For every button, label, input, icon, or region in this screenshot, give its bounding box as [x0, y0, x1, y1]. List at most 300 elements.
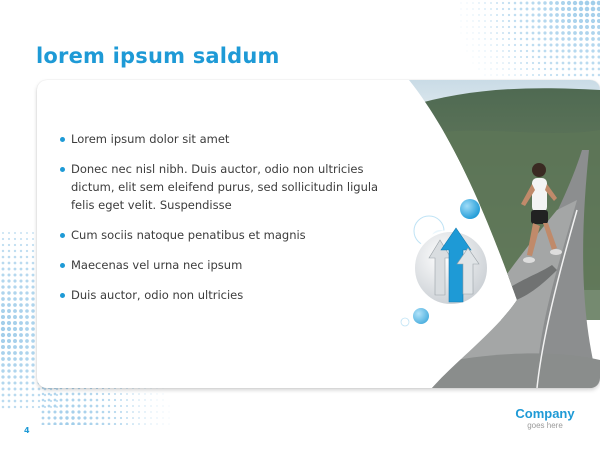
- decorative-dot: [514, 44, 516, 46]
- decorative-dot: [114, 417, 116, 419]
- decorative-dot: [502, 56, 504, 58]
- decorative-dot: [1, 369, 4, 372]
- decorative-dot: [520, 44, 522, 46]
- decorative-dot: [537, 25, 540, 28]
- decorative-dot: [561, 43, 564, 46]
- decorative-dot: [2, 244, 4, 246]
- decorative-dot: [556, 50, 559, 53]
- decorative-dot: [19, 333, 23, 337]
- decorative-dot: [520, 74, 522, 76]
- decorative-dot: [543, 25, 546, 28]
- decorative-dot: [31, 285, 34, 288]
- decorative-dot: [2, 388, 5, 391]
- decorative-dot: [48, 417, 51, 420]
- decorative-dot: [25, 333, 29, 337]
- decorative-dot: [568, 74, 570, 76]
- decorative-dot: [496, 62, 497, 63]
- decorative-dot: [13, 363, 16, 366]
- decorative-dot: [126, 405, 128, 407]
- decorative-dot: [13, 357, 17, 361]
- decorative-dot: [532, 44, 535, 47]
- decorative-dot: [90, 411, 93, 414]
- decorative-dot: [102, 411, 105, 414]
- decorative-dot: [65, 416, 68, 419]
- decorative-dot: [65, 422, 69, 425]
- decorative-dot: [19, 327, 23, 331]
- decorative-dot: [502, 26, 504, 28]
- decorative-dot: [77, 404, 80, 407]
- decorative-dot: [461, 33, 462, 34]
- decorative-dot: [65, 410, 68, 413]
- decorative-dot: [556, 62, 559, 65]
- decorative-dot: [526, 56, 528, 58]
- decorative-dot: [169, 412, 170, 413]
- decorative-dot: [467, 39, 468, 40]
- decorative-dot: [120, 393, 122, 395]
- decorative-dot: [65, 404, 68, 407]
- decorative-dot: [555, 31, 558, 34]
- decorative-dot: [1, 363, 5, 367]
- decorative-dot: [543, 7, 546, 10]
- decorative-dot: [526, 20, 529, 23]
- decorative-dot: [561, 37, 564, 40]
- decorative-dot: [502, 68, 503, 69]
- decorative-dot: [31, 327, 35, 331]
- decorative-dot: [472, 38, 473, 39]
- decorative-dot: [508, 68, 510, 70]
- decorative-dot: [591, 37, 595, 41]
- decorative-dot: [537, 13, 540, 16]
- decorative-dot: [526, 26, 529, 29]
- decorative-dot: [1, 345, 5, 349]
- decorative-dot: [514, 14, 517, 17]
- decorative-dot: [42, 399, 45, 402]
- decorative-dot: [550, 50, 553, 53]
- decorative-dot: [561, 31, 565, 35]
- decorative-dot: [478, 14, 479, 15]
- decorative-dot: [561, 19, 565, 23]
- decorative-dot: [478, 26, 479, 27]
- decorative-dot: [120, 417, 122, 419]
- decorative-dot: [20, 238, 22, 240]
- decorative-dot: [144, 411, 145, 412]
- decorative-dot: [120, 423, 122, 425]
- decorative-dot: [7, 297, 11, 301]
- decorative-dot: [26, 244, 28, 246]
- decorative-dot: [556, 56, 559, 59]
- decorative-dot: [156, 423, 157, 424]
- decorative-dot: [490, 8, 492, 10]
- decorative-dot: [132, 399, 134, 401]
- decorative-dot: [555, 7, 559, 11]
- bullet-dot-icon: [60, 167, 65, 172]
- decorative-dot: [496, 44, 498, 46]
- decorative-dot: [484, 26, 486, 28]
- decorative-dot: [543, 13, 546, 16]
- decorative-dot: [78, 399, 81, 402]
- decorative-dot: [544, 56, 547, 59]
- decorative-dot: [472, 20, 473, 21]
- decorative-dot: [544, 44, 547, 47]
- decorative-dot: [573, 31, 577, 35]
- decorative-dot: [66, 399, 69, 402]
- decorative-dot: [96, 417, 99, 420]
- decorative-dot: [562, 56, 565, 59]
- decorative-dot: [96, 405, 99, 408]
- decorative-dot: [467, 51, 468, 52]
- decorative-dot: [526, 38, 529, 41]
- decorative-dot: [26, 382, 29, 385]
- decorative-dot: [25, 375, 28, 378]
- decorative-dot: [25, 351, 29, 355]
- decorative-dot: [562, 62, 565, 65]
- bullet-dot-icon: [60, 263, 65, 268]
- decorative-dot: [538, 68, 540, 70]
- decorative-dot: [579, 43, 582, 46]
- decorative-dot: [83, 416, 86, 419]
- decorative-dot: [490, 20, 492, 22]
- decorative-dot: [53, 410, 56, 413]
- decorative-dot: [549, 37, 552, 40]
- decorative-dot: [90, 393, 93, 396]
- decorative-dot: [114, 399, 116, 401]
- decorative-dot: [568, 56, 571, 59]
- decorative-dot: [14, 394, 17, 397]
- decorative-dot: [126, 411, 128, 413]
- decorative-dot: [520, 20, 523, 23]
- decorative-dot: [567, 7, 571, 11]
- decorative-dot: [25, 279, 28, 282]
- decorative-dot: [78, 393, 81, 396]
- decorative-dot: [108, 393, 110, 395]
- decorative-dot: [508, 8, 510, 10]
- decorative-dot: [8, 244, 10, 246]
- decorative-dot: [567, 31, 571, 35]
- decorative-dot: [543, 31, 546, 34]
- decorative-dot: [19, 291, 22, 294]
- decorative-dot: [461, 21, 462, 22]
- decorative-dot: [156, 393, 157, 394]
- bullet-dot-icon: [60, 293, 65, 298]
- decorative-dot: [77, 416, 80, 419]
- decorative-dot: [83, 410, 86, 413]
- decorative-dot: [144, 417, 146, 419]
- decorative-dot: [579, 13, 583, 17]
- decorative-dot: [508, 14, 510, 16]
- decorative-dot: [163, 394, 164, 395]
- decorative-dot: [520, 26, 523, 29]
- decorative-dot: [556, 68, 559, 71]
- decorative-dot: [585, 1, 590, 6]
- bullet-item: Duis auctor, odio non ultricies: [60, 286, 390, 304]
- decorative-dot: [531, 7, 534, 10]
- decorative-dot: [20, 268, 23, 271]
- decorative-dot: [2, 394, 5, 397]
- decorative-dot: [496, 2, 498, 4]
- decorative-dot: [490, 50, 491, 51]
- decorative-dot: [526, 74, 528, 76]
- decorative-dot: [549, 25, 552, 28]
- decorative-dot: [514, 74, 516, 76]
- decorative-dot: [561, 1, 565, 5]
- decorative-dot: [7, 363, 11, 367]
- decorative-dot: [508, 56, 510, 58]
- decorative-dot: [32, 382, 35, 385]
- decorative-dot: [26, 256, 28, 258]
- decorative-dot: [59, 410, 62, 413]
- decorative-dot: [25, 315, 29, 319]
- decorative-dot: [585, 31, 589, 35]
- decorative-dot: [144, 423, 146, 425]
- decorative-dot: [138, 411, 140, 413]
- decorative-dot: [26, 394, 29, 397]
- decorative-dot: [502, 20, 504, 22]
- decorative-dot: [496, 68, 497, 69]
- decorative-dot: [132, 405, 134, 407]
- decorative-dot: [13, 351, 17, 355]
- decorative-dot: [543, 1, 546, 4]
- decorative-dot: [72, 399, 75, 402]
- decorative-dot: [484, 20, 486, 22]
- decorative-dot: [592, 74, 595, 77]
- decorative-dot: [508, 32, 510, 34]
- decorative-dot: [2, 262, 5, 265]
- decorative-dot: [514, 32, 516, 34]
- decorative-dot: [7, 291, 10, 294]
- decorative-dot: [19, 351, 23, 355]
- decorative-dot: [531, 13, 534, 16]
- decorative-dot: [31, 339, 35, 343]
- decorative-dot: [520, 38, 522, 40]
- decorative-dot: [48, 393, 51, 396]
- decorative-dot: [562, 68, 565, 71]
- decorative-dot: [13, 369, 16, 372]
- decorative-dot: [526, 68, 528, 70]
- bullet-item: Maecenas vel urna nec ipsum: [60, 256, 390, 274]
- decorative-dot: [579, 49, 582, 52]
- decorative-dot: [32, 232, 34, 234]
- decorative-dot: [32, 394, 35, 397]
- decorative-dot: [132, 417, 134, 419]
- decorative-dot: [514, 68, 516, 70]
- decorative-dot: [573, 25, 577, 29]
- decorative-dot: [579, 1, 584, 6]
- decorative-dot: [13, 333, 17, 337]
- decorative-dot: [484, 62, 485, 63]
- decorative-dot: [473, 57, 474, 58]
- decorative-dot: [502, 62, 504, 64]
- decorative-dot: [54, 393, 57, 396]
- decorative-dot: [473, 63, 474, 64]
- decorative-dot: [32, 280, 35, 283]
- decorative-dot: [144, 399, 145, 400]
- decorative-dot: [532, 62, 534, 64]
- bullet-item: Cum sociis natoque penatibus et magnis: [60, 226, 390, 244]
- decorative-dot: [25, 363, 28, 366]
- decorative-dot: [1, 285, 4, 288]
- decorative-dot: [31, 303, 34, 306]
- decorative-dot: [108, 411, 110, 413]
- decorative-dot: [20, 406, 22, 408]
- decorative-dot: [20, 274, 23, 277]
- decorative-dot: [473, 51, 474, 52]
- decorative-dot: [47, 422, 50, 425]
- decorative-dot: [555, 37, 558, 40]
- decorative-dot: [508, 38, 510, 40]
- decorative-dot: [484, 2, 486, 4]
- decorative-dot: [484, 32, 485, 33]
- decorative-dot: [32, 250, 34, 252]
- decorative-dot: [48, 405, 51, 408]
- decorative-dot: [531, 1, 534, 4]
- decorative-dot: [31, 351, 34, 354]
- decorative-dot: [461, 27, 462, 28]
- decorative-dot: [567, 19, 571, 23]
- decorative-dot: [490, 26, 492, 28]
- decorative-dot: [32, 274, 35, 277]
- decorative-dot: [567, 25, 571, 29]
- decorative-dot: [25, 321, 29, 325]
- decorative-dot: [13, 345, 17, 349]
- decorative-dot: [54, 405, 57, 408]
- decorative-dot: [25, 285, 28, 288]
- bullet-dot-icon: [60, 233, 65, 238]
- decorative-dot: [508, 62, 510, 64]
- bullet-list: [60, 130, 390, 316]
- decorative-dot: [580, 74, 583, 77]
- decorative-dot: [150, 411, 151, 412]
- decorative-dot: [508, 2, 510, 4]
- decorative-dot: [461, 9, 462, 10]
- decorative-dot: [7, 321, 11, 325]
- decorative-dot: [478, 2, 479, 3]
- decorative-dot: [14, 250, 16, 252]
- decorative-dot: [508, 26, 510, 28]
- decorative-dot: [108, 417, 111, 420]
- decorative-dot: [1, 357, 5, 361]
- decorative-dot: [20, 256, 23, 259]
- decorative-dot: [42, 411, 45, 414]
- decorative-dot: [538, 44, 541, 47]
- decorative-dot: [478, 20, 479, 21]
- decorative-dot: [19, 381, 22, 384]
- decorative-dot: [532, 26, 535, 29]
- decorative-dot: [561, 49, 564, 52]
- decorative-dot: [1, 303, 5, 307]
- decorative-dot: [466, 20, 467, 21]
- decorative-dot: [66, 393, 69, 396]
- decorative-dot: [1, 333, 5, 337]
- decorative-dot: [26, 250, 28, 252]
- decorative-dot: [574, 68, 577, 71]
- decorative-dot: [138, 417, 140, 419]
- decorative-dot: [573, 1, 577, 5]
- decorative-dot: [478, 38, 479, 39]
- decorative-dot: [163, 406, 164, 407]
- decorative-dot: [490, 56, 491, 57]
- decorative-dot: [138, 399, 140, 401]
- decorative-dot: [96, 399, 99, 402]
- decorative-dot: [59, 416, 62, 419]
- decorative-dot: [502, 50, 504, 52]
- decorative-dot: [126, 399, 128, 401]
- decorative-dot: [586, 68, 589, 71]
- decorative-dot: [514, 62, 516, 64]
- decorative-dot: [1, 291, 4, 294]
- decorative-dot: [162, 423, 163, 424]
- decorative-dot: [25, 309, 29, 313]
- decorative-dot: [120, 411, 122, 413]
- decorative-dot: [520, 68, 522, 70]
- decorative-dot: [538, 50, 541, 53]
- decorative-dot: [25, 303, 29, 307]
- decorative-dot: [573, 7, 577, 11]
- brand-name: Company: [515, 406, 575, 421]
- decorative-dot: [532, 20, 535, 23]
- decorative-dot: [90, 405, 93, 408]
- decorative-dot: [25, 327, 29, 331]
- decorative-dot: [490, 68, 491, 69]
- decorative-dot: [32, 244, 34, 246]
- decorative-dot: [555, 19, 559, 23]
- decorative-dot: [7, 357, 11, 361]
- decorative-dot: [573, 19, 577, 23]
- decorative-dot: [32, 256, 34, 258]
- decorative-dot: [114, 423, 116, 425]
- decorative-dot: [544, 62, 546, 64]
- decorative-dot: [568, 62, 571, 65]
- decorative-dot: [7, 279, 10, 282]
- decorative-dot: [71, 404, 74, 407]
- decorative-dot: [7, 375, 10, 378]
- decorative-dot: [520, 56, 522, 58]
- decorative-dot: [484, 56, 485, 57]
- decorative-dot: [537, 1, 540, 4]
- decorative-dot: [96, 423, 99, 425]
- decorative-dot: [102, 417, 105, 420]
- decorative-dot: [1, 327, 5, 331]
- decorative-dot: [532, 68, 534, 70]
- decorative-dot: [13, 279, 16, 282]
- decorative-dot: [472, 32, 473, 33]
- decorative-dot: [544, 50, 547, 53]
- decorative-dot: [14, 400, 17, 403]
- decorative-dot: [526, 44, 528, 46]
- decorative-dot: [573, 37, 577, 41]
- decorative-dot: [72, 393, 75, 396]
- decorative-dot: [544, 74, 546, 76]
- decorative-dot: [561, 25, 565, 29]
- decorative-dot: [484, 50, 485, 51]
- decorative-dot: [102, 423, 105, 425]
- decorative-dot: [60, 393, 63, 396]
- decorative-dot: [591, 49, 594, 52]
- decorative-dot: [102, 399, 104, 401]
- decorative-dot: [574, 62, 577, 65]
- decorative-dot: [32, 388, 35, 391]
- decorative-dot: [478, 8, 479, 9]
- decorative-dot: [472, 44, 473, 45]
- decorative-dot: [520, 2, 523, 5]
- decorative-dot: [7, 285, 10, 288]
- decorative-dot: [84, 405, 87, 408]
- decorative-dot: [1, 279, 4, 282]
- decorative-dot: [520, 50, 522, 52]
- decorative-dot: [532, 56, 534, 58]
- decorative-dot: [490, 44, 492, 46]
- decorative-dot: [13, 297, 17, 301]
- decorative-dot: [478, 56, 479, 57]
